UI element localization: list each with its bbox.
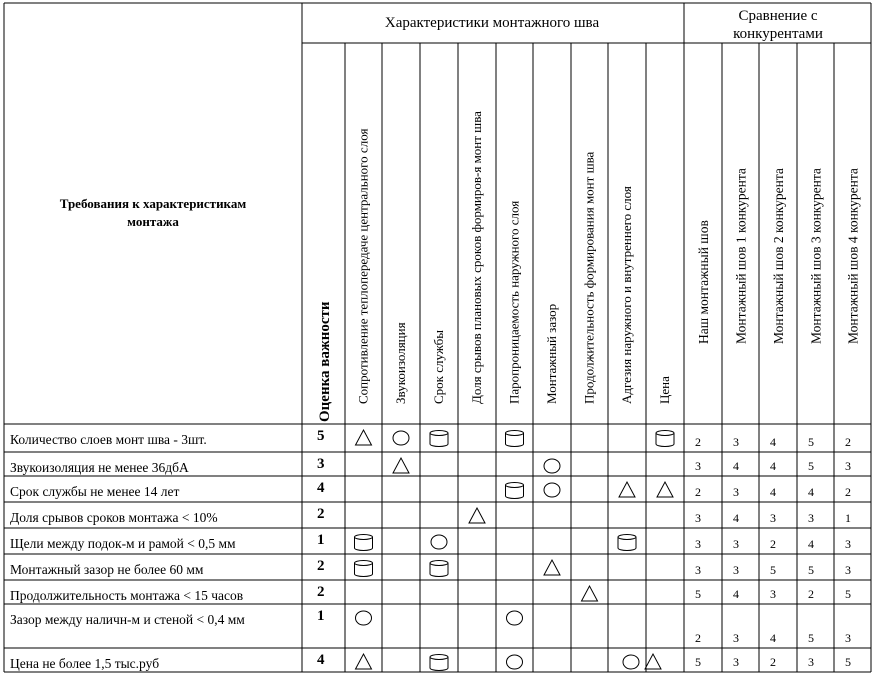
- requirement-label: Срок службы не менее 14 лет: [10, 484, 180, 499]
- comparison-score: 3: [733, 435, 739, 449]
- circle-icon: [623, 655, 639, 669]
- circle-icon: [507, 611, 523, 625]
- table-row: [10, 506, 851, 525]
- characteristic-column-header: Доля срывов плановых сроков формиров-я монт шва: [469, 111, 484, 404]
- circle-icon: [431, 535, 447, 549]
- comparison-score: 4: [733, 587, 739, 601]
- comparison-score: 2: [695, 435, 701, 449]
- comparison-column-header: Монтажный шов 2 конкурента: [771, 168, 786, 344]
- comparison-score: 2: [770, 537, 776, 551]
- table-body: [10, 428, 851, 671]
- requirement-label: Продолжительность монтажа < 15 часов: [10, 588, 244, 603]
- requirement-label: Доля срывов сроков монтажа < 10%: [10, 510, 218, 525]
- cylinder-icon: [430, 431, 448, 447]
- circle-icon: [507, 655, 523, 669]
- comparison-score: 3: [695, 511, 701, 525]
- comparison-score: 5: [808, 631, 814, 645]
- comparison-score: 3: [808, 511, 814, 525]
- requirement-label: Звукоизоляция не менее 36дбА: [10, 460, 189, 475]
- characteristic-column-header: Монтажный зазор: [544, 303, 559, 404]
- importance-header: Оценка важности: [317, 301, 333, 422]
- comparison-column-header: Монтажный шов 1 конкурента: [733, 168, 749, 344]
- comparison-score: 4: [770, 459, 776, 473]
- comparison-score: 3: [733, 485, 739, 499]
- triangle-icon: [582, 586, 598, 601]
- requirement-label: Количество слоев монт шва - 3шт.: [10, 432, 207, 447]
- cylinder-icon: [430, 561, 448, 577]
- comparison-score: 3: [845, 563, 851, 577]
- triangle-icon: [469, 508, 485, 523]
- requirement-label: Щели между подок-м и рамой < 0,5 мм: [10, 536, 236, 551]
- comparison-score: 2: [845, 485, 851, 499]
- characteristic-column-header: Сопротивление теплопередаче центрального слоя: [355, 128, 371, 404]
- importance-value: 4: [317, 480, 325, 496]
- comparison-score: 4: [770, 435, 776, 449]
- comparison-score: 3: [733, 537, 739, 551]
- triangle-icon: [393, 458, 409, 473]
- cylinder-icon: [355, 535, 373, 551]
- comparison-score: 5: [808, 563, 814, 577]
- characteristic-column-header: Адгезия наружного и внутреннего слоя: [619, 186, 634, 404]
- table-row: [10, 456, 851, 475]
- comparison-score: 4: [733, 459, 739, 473]
- circle-icon: [544, 459, 560, 473]
- comparison-score: 1: [845, 511, 851, 525]
- comparison-column-header: Наш монтажный шов: [696, 220, 711, 344]
- comparison-score: 3: [770, 511, 776, 525]
- importance-value: 2: [317, 558, 325, 574]
- comparison-score: 3: [695, 459, 701, 473]
- characteristic-column-header: Срок службы: [431, 330, 446, 404]
- characteristic-column-header: Паропроницаемость наружного слоя: [506, 200, 522, 404]
- table-row: [10, 532, 851, 551]
- comparison-score: 2: [695, 631, 701, 645]
- comparison-column-header: Монтажный шов 4 конкурента: [845, 168, 861, 344]
- comparison-score: 5: [808, 459, 814, 473]
- circle-icon: [544, 483, 560, 497]
- requirement-label: Цена не более 1,5 тыс.руб: [10, 656, 160, 671]
- comparison-score: 2: [845, 435, 851, 449]
- characteristics-group-header: Характеристики монтажного шва: [384, 15, 600, 31]
- comparison-score: 4: [733, 511, 739, 525]
- comparison-score: 3: [733, 631, 739, 645]
- comparison-score: 3: [695, 537, 701, 551]
- comparison-group-header-line2: конкурентами: [733, 26, 823, 42]
- table-row: [10, 608, 851, 645]
- cylinder-icon: [656, 431, 674, 447]
- cylinder-icon: [506, 483, 524, 499]
- importance-value: 5: [317, 428, 325, 444]
- table-row: [10, 558, 851, 577]
- table-row: [10, 584, 851, 603]
- comparison-score: 3: [733, 563, 739, 577]
- importance-value: 3: [317, 456, 325, 472]
- table-row: [10, 652, 851, 671]
- comparison-score: 2: [695, 485, 701, 499]
- comparison-column-header: Монтажный шов 3 конкурента: [808, 168, 824, 344]
- comparison-score: 2: [808, 587, 814, 601]
- comparison-score: 3: [733, 655, 739, 669]
- requirements-header-line2: монтажа: [127, 214, 179, 229]
- triangle-icon: [356, 430, 372, 445]
- characteristic-column-header: Цена: [657, 376, 672, 404]
- cylinder-icon: [618, 535, 636, 551]
- comparison-score: 4: [808, 485, 814, 499]
- importance-value: 2: [317, 584, 325, 600]
- characteristic-column-header: Звукоизоляция: [393, 322, 408, 404]
- comparison-score: 2: [770, 655, 776, 669]
- importance-value: 1: [317, 608, 325, 624]
- table-row: [10, 428, 851, 449]
- triangle-icon: [544, 560, 560, 575]
- comparison-score: 4: [770, 631, 776, 645]
- comparison-score: 3: [695, 563, 701, 577]
- circle-icon: [356, 611, 372, 625]
- importance-value: 1: [317, 532, 325, 548]
- triangle-icon: [356, 654, 372, 669]
- cylinder-icon: [506, 431, 524, 447]
- importance-value: 2: [317, 506, 325, 522]
- cylinder-icon: [355, 561, 373, 577]
- triangle-icon: [657, 482, 673, 497]
- circle-icon: [393, 431, 409, 445]
- importance-value: 4: [317, 652, 325, 668]
- table-row: [10, 480, 851, 499]
- comparison-score: 3: [808, 655, 814, 669]
- triangle-icon: [619, 482, 635, 497]
- comparison-score: 3: [845, 537, 851, 551]
- requirements-header-line1: Требования к характеристикам: [59, 196, 247, 211]
- comparison-score: 5: [770, 563, 776, 577]
- comparison-score: 4: [808, 537, 814, 551]
- comparison-score: 5: [695, 655, 701, 669]
- triangle-icon: [645, 654, 661, 669]
- comparison-score: 3: [845, 631, 851, 645]
- requirement-label: Монтажный зазор не более 60 мм: [10, 562, 204, 577]
- comparison-score: 3: [845, 459, 851, 473]
- characteristic-column-header: Продолжительность формирования монт шва: [581, 151, 597, 404]
- cylinder-icon: [430, 655, 448, 671]
- comparison-score: 5: [845, 587, 851, 601]
- comparison-score: 5: [845, 655, 851, 669]
- comparison-score: 4: [770, 485, 776, 499]
- comparison-score: 5: [695, 587, 701, 601]
- comparison-score: 5: [808, 435, 814, 449]
- requirement-label: Зазор между наличн-м и стеной < 0,4 мм: [10, 612, 245, 627]
- comparison-group-header-line1: Сравнение с: [738, 8, 818, 24]
- comparison-score: 3: [770, 587, 776, 601]
